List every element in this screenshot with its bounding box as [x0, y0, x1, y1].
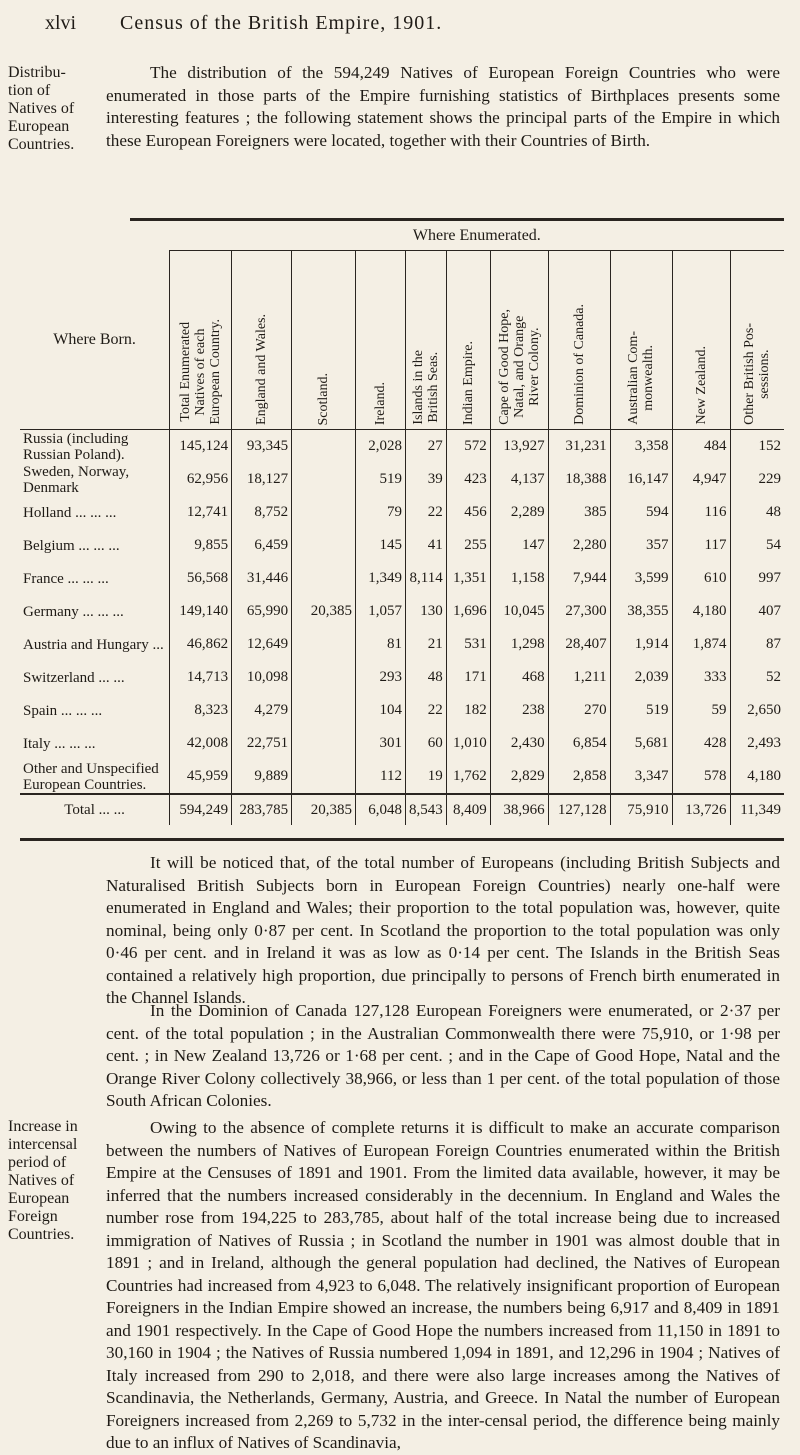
row-value-cell: 149,140 [170, 595, 232, 628]
paragraph-increase: Owing to the absence of complete returns it is difficult to make an accurate comparison between the numbers of Natives of European Foreign Countries enumerated within the British Empire at the Censuses of 1891 and 1901. From the limited data available, however, it may be inferred that the numbers increased considerably in the decennium. In England and Wales the number rose from 194,225 to 283,785, about half of the total increase being due to increased immigration of Natives of Russia ; in Scotland the number in 1901 was almost double that in 1891 ; and in Ireland, although the general population had declined, the Natives of European Countries had increased from 4,923 to 6,048. The relatively insignificant proportion of European Foreigners in the Indian Empire showed an increase, the numbers being 6,917 and 8,409 in 1891 and 1901 respectively. In the Cape of Good Hope the numbers increased from 11,150 in 1891 to 30,160 in 1904 ; the Natives of Russia numbered 1,094 in 1891, and 12,296 in 1904 ; Natives of Italy increased from 290 to 2,018, and there were also large increases among the Natives of Scandinavia, the Netherlands, Germany, Austria, and Greece. In Natal the number of European Foreigners increased from 2,269 to 5,732 in the inter-censal period, the difference being mainly due to an influx of Natives of Scandinavia, [106, 1118, 780, 1452]
row-value-cell [292, 694, 356, 727]
row-value-cell: 22 [405, 694, 446, 727]
row-country-name: France ... ... ... [23, 570, 109, 587]
row-value-cell: 145 [356, 529, 406, 562]
where-enumerated-header: Where Enumerated. [170, 222, 784, 251]
col-other-header: Other British Pos- sessions. [730, 251, 784, 430]
row-value-cell: 270 [548, 694, 610, 727]
row-value-cell: 333 [672, 661, 730, 694]
row-value-cell: 10,045 [490, 595, 548, 628]
total-cell: 594,249 [170, 794, 232, 825]
total-cell: 283,785 [232, 794, 292, 825]
row-value-cell: 407 [730, 595, 784, 628]
table-row [20, 760, 784, 794]
row-value-cell: 27,300 [548, 595, 610, 628]
row-value-cell: 6,459 [232, 529, 292, 562]
row-value-cell: 20,385 [292, 595, 356, 628]
table-row [20, 529, 784, 562]
row-country-name: Belgium ... ... ... [23, 537, 120, 554]
paragraph-europeans: It will be noticed that, of the total number of Europeans (including British Subjects and Naturalised British Subjects born in European Foreign Countries) nearly one-half were enumerated in England and Wales; their proportion to the total population was, however, quite nominal, being only 0·87 per cent. In Scotland the proportion to the total population was only 0·46 per cent. and in Ireland it was as low as 0·14 per cent. The Islands in the British Seas contained a relatively high proportion, due principally to persons of French birth enumerated in the Channel Islands. [106, 853, 780, 1007]
row-value-cell: 3,358 [610, 430, 672, 464]
row-value-cell: 28,407 [548, 628, 610, 661]
row-value-cell: 31,446 [232, 562, 292, 595]
row-value-cell: 7,944 [548, 562, 610, 595]
row-value-cell: 116 [672, 496, 730, 529]
margin-note-distribution: Distribu- tion of Natives of European Countries. [8, 64, 75, 153]
row-value-cell: 229 [730, 463, 784, 496]
col-total-header: Total Enumerated Natives of each European Country. [170, 251, 232, 430]
row-value-cell: 45,959 [170, 760, 232, 794]
table-row [20, 430, 784, 464]
row-value-cell: 519 [610, 694, 672, 727]
row-value-cell: 152 [730, 430, 784, 464]
row-value-cell: 182 [446, 694, 490, 727]
col-scotland-header: Scotland. [292, 251, 356, 430]
row-value-cell: 301 [356, 727, 406, 760]
col-ireland-header: Ireland. [356, 251, 406, 430]
row-value-cell: 2,430 [490, 727, 548, 760]
row-country-name: Spain ... ... ... [23, 702, 103, 719]
total-label: Total ... ... [20, 794, 170, 825]
row-value-cell: 1,914 [610, 628, 672, 661]
row-value-cell [292, 727, 356, 760]
row-value-cell: 19 [405, 760, 446, 794]
row-value-cell: 997 [730, 562, 784, 595]
row-value-cell: 255 [446, 529, 490, 562]
table-row [20, 628, 784, 661]
row-value-cell: 3,599 [610, 562, 672, 595]
row-value-cell: 3,347 [610, 760, 672, 794]
row-value-cell: 8,323 [170, 694, 232, 727]
table-row [20, 661, 784, 694]
row-value-cell: 54 [730, 529, 784, 562]
row-value-cell [292, 628, 356, 661]
table-body [20, 430, 784, 795]
row-value-cell: 572 [446, 430, 490, 464]
row-value-cell: 21 [405, 628, 446, 661]
col-newzealand-header: New Zealand. [672, 251, 730, 430]
row-value-cell: 147 [490, 529, 548, 562]
row-value-cell: 1,211 [548, 661, 610, 694]
row-value-cell: 145,124 [170, 430, 232, 464]
row-value-cell: 610 [672, 562, 730, 595]
row-value-cell: 2,829 [490, 760, 548, 794]
row-value-cell: 423 [446, 463, 490, 496]
row-country-name: Russia (including Russian Poland). [23, 430, 129, 463]
col-canada-header: Dominion of Canada. [548, 251, 610, 430]
row-value-cell: 9,889 [232, 760, 292, 794]
row-value-cell: 2,280 [548, 529, 610, 562]
row-value-cell [292, 430, 356, 464]
table-row [20, 727, 784, 760]
running-title: Census of the British Empire, 1901. [120, 12, 443, 34]
row-value-cell [292, 496, 356, 529]
col-australia-header: Australian Com- monwealth. [610, 251, 672, 430]
row-value-cell: 8,752 [232, 496, 292, 529]
row-country-name: Italy ... ... ... [23, 735, 96, 752]
row-value-cell: 59 [672, 694, 730, 727]
row-value-cell: 594 [610, 496, 672, 529]
row-country-name: Sweden, Norway, Denmark [23, 463, 130, 496]
row-value-cell: 48 [730, 496, 784, 529]
row-value-cell: 87 [730, 628, 784, 661]
row-value-cell: 2,858 [548, 760, 610, 794]
row-value-cell: 46,862 [170, 628, 232, 661]
row-value-cell [292, 529, 356, 562]
row-value-cell: 1,010 [446, 727, 490, 760]
row-value-cell: 31,231 [548, 430, 610, 464]
row-value-cell [292, 562, 356, 595]
blank-header [20, 222, 170, 251]
row-value-cell: 10,098 [232, 661, 292, 694]
row-value-cell: 22,751 [232, 727, 292, 760]
total-cell: 75,910 [610, 794, 672, 825]
row-value-cell: 13,927 [490, 430, 548, 464]
row-country-name: Other and Unspecified European Countries. [23, 760, 159, 793]
table-row [20, 694, 784, 727]
column-header-row [20, 251, 784, 430]
row-value-cell: 79 [356, 496, 406, 529]
row-value-cell: 385 [548, 496, 610, 529]
table-row [20, 562, 784, 595]
row-value-cell: 1,351 [446, 562, 490, 595]
birthplace-table [20, 222, 784, 825]
row-value-cell [292, 463, 356, 496]
col-england-header: England and Wales. [232, 251, 292, 430]
row-value-cell: 93,345 [232, 430, 292, 464]
row-value-cell: 238 [490, 694, 548, 727]
row-value-cell: 9,855 [170, 529, 232, 562]
row-value-cell: 456 [446, 496, 490, 529]
row-value-cell: 293 [356, 661, 406, 694]
row-value-cell: 52 [730, 661, 784, 694]
row-value-cell: 171 [446, 661, 490, 694]
row-value-cell: 4,180 [730, 760, 784, 794]
row-value-cell: 2,289 [490, 496, 548, 529]
total-cell: 38,966 [490, 794, 548, 825]
row-value-cell: 4,279 [232, 694, 292, 727]
row-value-cell: 56,568 [170, 562, 232, 595]
row-country-name: Austria and Hungary ... [23, 636, 164, 653]
table-row [20, 496, 784, 529]
row-value-cell: 130 [405, 595, 446, 628]
row-value-cell: 60 [405, 727, 446, 760]
row-country-name: Germany ... ... ... [23, 603, 124, 620]
total-cell: 20,385 [292, 794, 356, 825]
row-value-cell: 357 [610, 529, 672, 562]
row-value-cell: 2,650 [730, 694, 784, 727]
table-top-rule [130, 218, 784, 221]
row-value-cell: 5,681 [610, 727, 672, 760]
row-value-cell: 18,127 [232, 463, 292, 496]
total-cell: 8,409 [446, 794, 490, 825]
paragraph-colonies: In the Dominion of Canada 127,128 European Foreigners were enumerated, or 2·37 per cent. of the total population ; in the Australian Commonwealth there were 75,910, or 1·98 per cent. ; in New Zealand 13,726 or 1·68 per cent. ; and in the Cape of Good Hope, Natal and the Orange River Colony collectively 38,966, or less than 1 per cent. of the total population of those South African Colonies. [106, 1001, 780, 1110]
row-value-cell: 81 [356, 628, 406, 661]
row-value-cell: 1,762 [446, 760, 490, 794]
row-value-cell: 18,388 [548, 463, 610, 496]
total-cell: 11,349 [730, 794, 784, 825]
table-bottom-rule [20, 838, 784, 841]
row-value-cell: 42,008 [170, 727, 232, 760]
row-value-cell: 41 [405, 529, 446, 562]
total-row [20, 794, 784, 825]
margin-note-increase: Increase in intercensal period of Natives of European Foreign Countries. [8, 1118, 78, 1243]
row-country-name: Holland ... ... ... [23, 504, 117, 521]
table-row [20, 595, 784, 628]
row-value-cell: 1,874 [672, 628, 730, 661]
intro-paragraph: The distribution of the 594,249 Natives of European Foreign Countries who were enumerated in those parts of the Empire furnishing statistics of Birthplaces presents some interesting features ; the following statement shows the principal parts of the Empire in which these European Foreigners were located, together with their Countries of Birth. [106, 63, 780, 150]
row-value-cell: 468 [490, 661, 548, 694]
row-value-cell: 12,741 [170, 496, 232, 529]
col-islands-header: Islands in the British Seas. [405, 251, 446, 430]
row-value-cell: 39 [405, 463, 446, 496]
total-cell: 8,543 [405, 794, 446, 825]
row-value-cell: 112 [356, 760, 406, 794]
row-value-cell: 1,349 [356, 562, 406, 595]
row-value-cell: 519 [356, 463, 406, 496]
row-value-cell: 4,137 [490, 463, 548, 496]
row-value-cell: 62,956 [170, 463, 232, 496]
table-row [20, 463, 784, 496]
row-value-cell: 578 [672, 760, 730, 794]
row-value-cell: 2,039 [610, 661, 672, 694]
row-value-cell: 117 [672, 529, 730, 562]
where-born-header: Where Born. [20, 251, 170, 430]
row-value-cell: 2,493 [730, 727, 784, 760]
row-value-cell: 38,355 [610, 595, 672, 628]
row-country-name: Switzerland ... ... [23, 669, 125, 686]
row-value-cell: 1,696 [446, 595, 490, 628]
total-cell: 127,128 [548, 794, 610, 825]
total-cell: 13,726 [672, 794, 730, 825]
row-value-cell: 428 [672, 727, 730, 760]
row-value-cell: 1,298 [490, 628, 548, 661]
row-value-cell: 65,990 [232, 595, 292, 628]
row-value-cell: 12,649 [232, 628, 292, 661]
row-value-cell: 104 [356, 694, 406, 727]
row-value-cell: 8,114 [405, 562, 446, 595]
row-value-cell: 531 [446, 628, 490, 661]
row-value-cell [292, 760, 356, 794]
row-value-cell: 1,057 [356, 595, 406, 628]
row-value-cell: 14,713 [170, 661, 232, 694]
row-value-cell: 2,028 [356, 430, 406, 464]
col-cape-header: Cape of Good Hope, Natal, and Orange River Colony. [490, 251, 548, 430]
row-value-cell: 6,854 [548, 727, 610, 760]
row-value-cell: 48 [405, 661, 446, 694]
row-value-cell: 484 [672, 430, 730, 464]
row-value-cell: 22 [405, 496, 446, 529]
row-value-cell [292, 661, 356, 694]
total-cell: 6,048 [356, 794, 406, 825]
page-number: xlvi [45, 12, 77, 34]
row-value-cell: 27 [405, 430, 446, 464]
row-value-cell: 16,147 [610, 463, 672, 496]
row-value-cell: 1,158 [490, 562, 548, 595]
col-india-header: Indian Empire. [446, 251, 490, 430]
row-value-cell: 4,180 [672, 595, 730, 628]
row-value-cell: 4,947 [672, 463, 730, 496]
